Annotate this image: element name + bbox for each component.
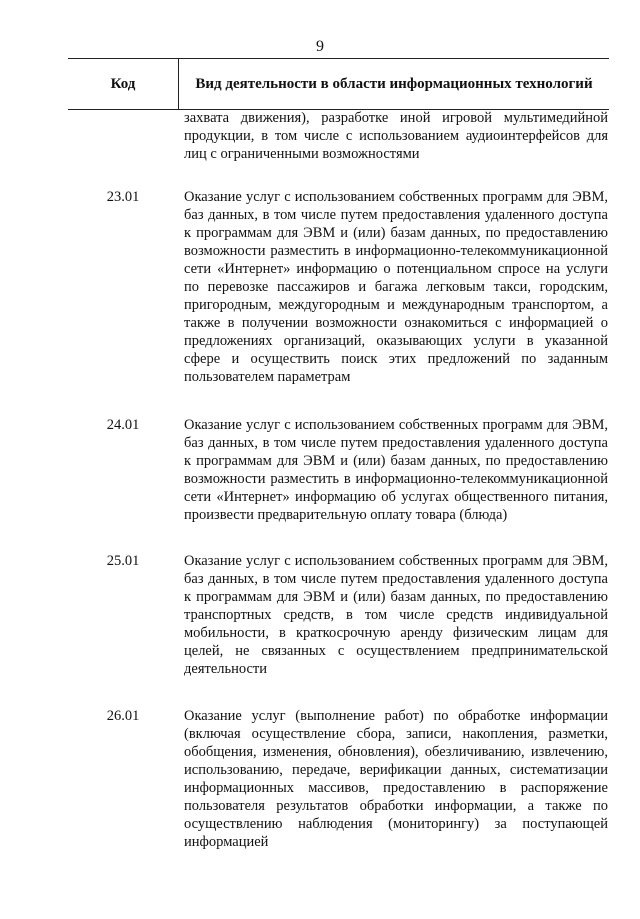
activity-code: 23.01 bbox=[106, 189, 140, 205]
page-number: 9 bbox=[316, 38, 324, 55]
table-row bbox=[68, 707, 609, 851]
table-row bbox=[68, 188, 609, 386]
table-row bbox=[68, 416, 609, 524]
activity-table-body bbox=[68, 109, 609, 851]
activity-description: Оказание услуг с использованием собственных программ для ЭВМ, баз данных, в том числе путем предоставления удаленного доступа к программам для ЭВМ и (или) базам данных, по предоставлению возможности разместить в информационно-телекоммуникационной сети «Интернет» информацию о потенциальном спросе на услуги по перевозке пассажиров и багажа легковым такси, городским, пригородным, междугородным и международным транспортом, а также в получении возможности ознакомиться с информацией о предложениях организаций, оказывающих услуги в указанной сфере и осуществить поиск этих предложений по заданным пользователем параметрам bbox=[184, 189, 608, 385]
header-activity-column: Вид деятельности в области информационных технологий bbox=[195, 76, 593, 92]
continuation-text: захвата движения), разработке иной игровой мультимедийной продукции, в том числе с использованием аудиоинтерфейсов для лиц с ограниченными возможностями bbox=[184, 110, 608, 162]
table-row-continuation bbox=[68, 109, 609, 163]
activity-code: 24.01 bbox=[106, 417, 140, 433]
activity-code: 26.01 bbox=[106, 708, 140, 724]
activity-code: 25.01 bbox=[106, 553, 140, 569]
table-header bbox=[68, 58, 609, 110]
activity-description: Оказание услуг с использованием собственных программ для ЭВМ, баз данных, в том числе путем предоставления удаленного доступа к программам для ЭВМ и (или) базам данных, по предоставлению возможности разместить в информационно-телекоммуникационной сети «Интернет» информацию об услугах общественного питания, произвести предварительную оплату товара (блюда) bbox=[184, 417, 608, 523]
activity-description: Оказание услуг с использованием собственных программ для ЭВМ, баз данных, в том числе путем предоставления удаленного доступа к программам для ЭВМ и (или) базам данных, по предоставлению транспортных средств, в том числе средств индивидуальной мобильности, в краткосрочную аренду физическим лицам для целей, не связанных с осуществлением предпринимательской деятельности bbox=[184, 553, 608, 677]
header-code-column: Код bbox=[68, 59, 179, 109]
activity-description: Оказание услуг (выполнение работ) по обработке информации (включая осуществление сбора, записи, накопления, разметки, обобщения, изменения, обновления), обезличиванию, извлечению, использованию, передаче, верификации данных, систематизации информационных массивов, предоставлению в распоряжение пользователя результатов обработки информации, а также по осуществлению наблюдения (мониторингу) за поступающей информацией bbox=[184, 708, 608, 850]
table-row bbox=[68, 552, 609, 678]
